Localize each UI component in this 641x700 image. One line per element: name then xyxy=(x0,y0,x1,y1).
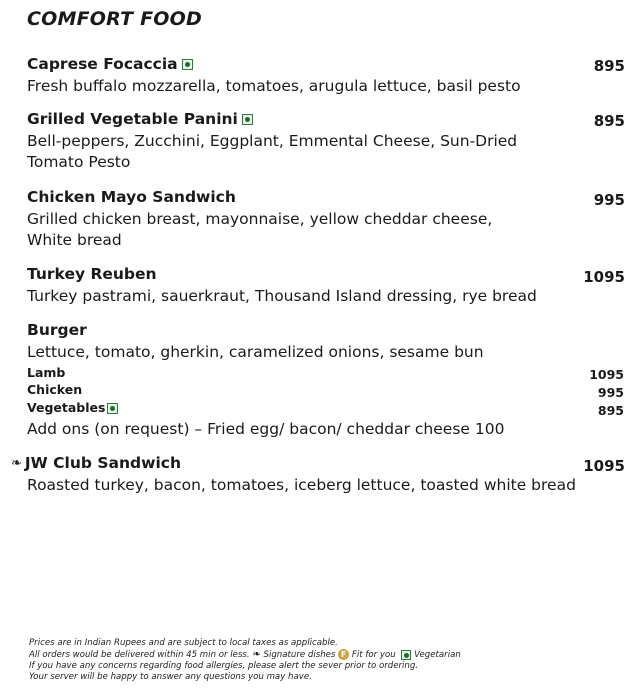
signature-dish-icon: ❧ xyxy=(11,456,22,471)
option-name-text: Vegetables xyxy=(27,400,106,415)
menu-item-description: Grilled chicken breast, mayonnaise, yellow cheddar cheese, xyxy=(27,210,493,228)
menu-item-description: Turkey pastrami, sauerkraut, Thousand Island dressing, rye bread xyxy=(27,287,537,305)
menu-item-name: Burger xyxy=(27,321,87,339)
legend-veg: Vegetarian xyxy=(414,650,461,660)
burger-option-name: Chicken xyxy=(27,382,83,397)
menu-item-name: Chicken Mayo Sandwich xyxy=(27,188,236,206)
footer-text: All orders would be delivered within 45 min or less. xyxy=(29,650,250,660)
legend-signature: Signature dishes xyxy=(263,650,336,660)
fit-for-you-icon: F xyxy=(338,649,349,660)
item-name-text: Grilled Vegetable Panini xyxy=(27,110,238,128)
section-title: COMFORT FOOD xyxy=(27,8,202,30)
menu-item-description: White bread xyxy=(27,231,122,249)
footer-line: Prices are in Indian Rupees and are subject to local taxes as applicable. xyxy=(29,638,338,648)
footer-line: If you have any concerns regarding food allergies, please alert the sever prior to ordering. xyxy=(29,661,419,671)
burger-option-name: Lamb xyxy=(27,365,66,380)
footer-notes xyxy=(29,638,461,683)
menu-item-price: 1095 xyxy=(583,268,625,286)
vegetarian-icon xyxy=(401,650,411,660)
menu-item-price: 1095 xyxy=(583,457,625,475)
menu-item-description: Tomato Pesto xyxy=(27,153,131,171)
item-name-text: JW Club Sandwich xyxy=(24,454,181,472)
menu-item-name xyxy=(27,55,193,73)
burger-addons: Add ons (on request) – Fried egg/ bacon/ cheddar cheese 100 xyxy=(27,420,505,438)
menu-item-price: 895 xyxy=(593,57,625,75)
vegetarian-icon xyxy=(182,59,193,70)
burger-option-name xyxy=(27,400,118,415)
item-name-text: Caprese Focaccia xyxy=(27,55,178,73)
burger-option-price: 1095 xyxy=(589,367,624,382)
menu-item-description: Lettuce, tomato, gherkin, caramelized onions, sesame bun xyxy=(27,343,484,361)
menu-item-name: Turkey Reuben xyxy=(27,265,157,283)
menu-item-price: 995 xyxy=(593,191,625,209)
menu-item-description: Bell-peppers, Zucchini, Eggplant, Emmental Cheese, Sun-Dried xyxy=(27,132,518,150)
menu-item-price: 895 xyxy=(593,112,625,130)
menu-item-name xyxy=(11,454,181,472)
burger-option-price: 995 xyxy=(597,385,624,400)
signature-dish-icon: ❧ xyxy=(252,649,261,660)
footer-line xyxy=(29,649,461,661)
vegetarian-icon xyxy=(107,403,118,414)
menu-item-name xyxy=(27,110,253,128)
footer-line: Your server will be happy to answer any questions you may have. xyxy=(29,672,312,682)
menu-item-description: Fresh buffalo mozzarella, tomatoes, arugula lettuce, basil pesto xyxy=(27,77,521,95)
burger-option-price: 895 xyxy=(597,403,624,418)
legend-fit: Fit for you xyxy=(351,650,396,660)
vegetarian-icon xyxy=(242,114,253,125)
menu-item-description: Roasted turkey, bacon, tomatoes, iceberg lettuce, toasted white bread xyxy=(27,476,576,494)
